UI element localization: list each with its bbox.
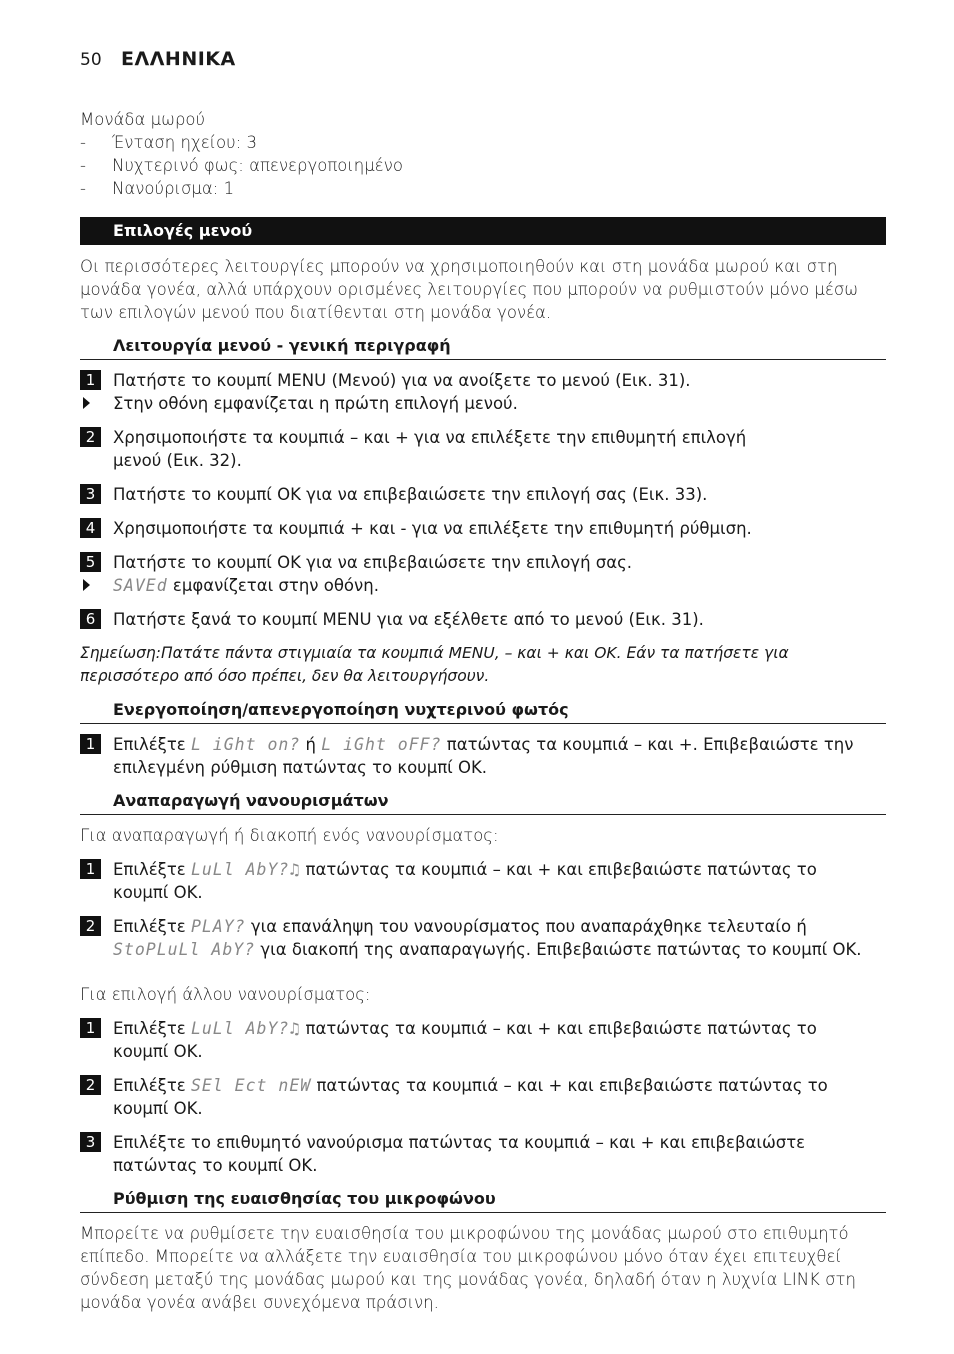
list-item: - Νυχτερινό φως: απενεργοποιημένο [80,156,403,175]
lullaby-select-step-1 [80,1017,886,1063]
step-number: 1 [80,1018,101,1038]
nightlight-step-1 [80,733,886,779]
step-2 [80,426,886,472]
step-text: Επιλέξτε LuLl AbY?♫ πατώντας τα κουμπιά – και + και επιβεβαιώστε πατώντας το κουμπί OK. [113,860,817,902]
step-3 [80,483,886,506]
step-result: Στην οθόνη εμφανίζεται η πρώτη επιλογή μενού. [80,392,886,415]
step-number: 4 [80,518,101,538]
lullaby-play-step-2 [80,915,886,961]
lullaby-select-intro: Για επιλογή άλλου νανουρίσματος: [80,985,371,1004]
lcd-text: L iGht oFF? [321,735,442,754]
step-text: Πατήστε το κουμπί MENU (Μενού) για να ανοίξετε το μενού (Εικ. 31). [113,371,691,390]
step-text: Επιλέξτε LuLl AbY?♫ πατώντας τα κουμπιά – και + και επιβεβαιώστε πατώντας το κουμπί OK. [113,1019,817,1061]
list-item: - Νανούρισμα: 1 [80,179,235,198]
subsection-title-general: Λειτουργία μενού - γενική περιγραφή [80,335,886,360]
subsection-title-microphone: Ρύθμιση της ευαισθησίας του μικροφώνου [80,1188,886,1213]
step-number: 1 [80,734,101,754]
step-number: 3 [80,1132,101,1152]
step-4 [80,517,886,540]
subsection-title-lullaby: Αναπαραγωγή νανουρισμάτων [80,790,886,815]
step-6 [80,608,886,631]
lcd-text: SEl Ect nEW [190,1076,312,1095]
result-arrow-icon [80,574,113,597]
step-number: 2 [80,427,101,447]
lullaby-select-step-2 [80,1074,886,1120]
language-title: ΕΛΛΗΝΙΚΑ [121,48,236,70]
step-text: Πατήστε το κουμπί OK για να επιβεβαιώσετε την επιλογή σας (Εικ. 33). [113,485,708,504]
step-text: Επιλέξτε L iGht on? ή L iGht oFF? πατώντας τα κουμπιά – και +. Επιβεβαιώστε την επιλεγμένη ρύθμιση πατώντας το κουμπί OK. [113,735,854,777]
step-number: 6 [80,609,101,629]
section-title-menu: Επιλογές μενού [80,217,886,245]
step-text: Πατήστε ξανά το κουμπί MENU για να εξέλθετε από το μενού (Εικ. 31). [113,610,704,629]
lcd-text: L iGht on? [190,735,301,754]
list-item: - Ένταση ηχείου: 3 [80,133,257,152]
subsection-title-nightlight: Ενεργοποίηση/απενεργοποίηση νυχτερινού φωτός [80,699,886,724]
menu-intro: Οι περισσότερες λειτουργίες μπορούν να χρησιμοποιηθούν και στη μονάδα μωρού και στη μονάδα γονέα, αλλά υπάρχουν ορισμένες λειτουργίες που μπορούν να ρυθμιστούν μόνο μέσω των επιλογών μενού που διατίθενται στη μονάδα γονέα. [80,257,859,322]
step-text: Πατήστε το κουμπί OK για να επιβεβαιώσετε την επιλογή σας. [113,553,633,572]
page-number: 50 [80,50,102,70]
lullaby-select-step-3 [80,1131,886,1177]
step-text: Επιλέξτε το επιθυμητό νανούρισμα πατώντας τα κουμπιά – και + και επιβεβαιώστε πατώντας το κουμπί OK. [113,1133,806,1175]
step-text: Επιλέξτε SEl Ect nEW πατώντας τα κουμπιά – και + και επιβεβαιώστε πατώντας το κουμπί OK. [113,1076,828,1118]
page-header [80,48,236,70]
step-number: 1 [80,859,101,879]
intro-block [80,108,886,200]
step-number: 2 [80,916,101,936]
step-text: Χρησιμοποιήστε τα κουμπιά – και + για να επιλέξετε την επιθυμητή επιλογή μενού (Εικ. 32). [113,428,747,470]
intro-title: Μονάδα μωρού [80,110,206,129]
lullaby-play-intro: Για αναπαραγωγή ή διακοπή ενός νανουρίσματος: [80,826,499,845]
step-number: 2 [80,1075,101,1095]
microphone-text: Μπορείτε να ρυθμίσετε την ευαισθησία του μικροφώνου της μονάδας μωρού στο επιθυμητό επίπεδο. Μπορείτε να αλλάξετε την ευαισθησία του μικροφώνου μόνο όταν έχει επιτευχθεί σύνδεση μεταξύ της μονάδας μωρού και της μονάδας γονέα, δηλαδή όταν η λυχνία LINK στη μονάδα γονέα ανάβει συνεχόμενα πράσινη. [80,1224,856,1312]
step-5 [80,551,886,574]
step-text: Επιλέξτε PLAY? για επανάληψη του νανουρίσματος που αναπαράχθηκε τελευταίο ή StoPLuLl AbY? για διακοπή της αναπαραγωγής. Επιβεβαιώστε πατώντας το κουμπί OK. [113,917,862,959]
result-arrow-icon [80,392,113,415]
lcd-text: PLAY? [190,917,246,936]
step-number: 3 [80,484,101,504]
lcd-text: StoPLuLl AbY? [113,940,256,959]
lullaby-play-step-1 [80,858,886,904]
note: Σημείωση:Πατάτε πάντα στιγμιαία τα κουμπιά MENU, – και + και OK. Εάν τα πατήσετε για περισσότερο από όσο πρέπει, δεν θα λειτουργήσουν. [80,644,789,685]
lcd-text: LuLl AbY?♫ [190,1019,301,1038]
step-text: Χρησιμοποιήστε τα κουμπιά + και - για να επιλέξετε την επιθυμητή ρύθμιση. [113,519,752,538]
step-number: 1 [80,370,101,390]
lcd-text: SAVEd [113,576,168,595]
step-1 [80,369,886,392]
step-number: 5 [80,552,101,572]
step-result: SAVEd εμφανίζεται στην οθόνη. [80,574,886,597]
lcd-text: LuLl AbY?♫ [190,860,301,879]
